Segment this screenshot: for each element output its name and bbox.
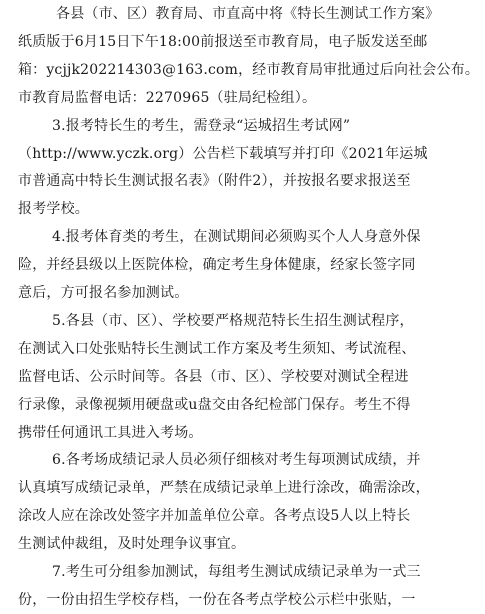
text-line: 5.各县（市、区）、学校要严格规范特长生招生测试程序， (52, 313, 414, 329)
text-line: 纸质版于6月15日下午18:00前报送至市教育局，电子版发送至邮 (18, 34, 428, 50)
text-line: 行录像，录像视频用硬盘或u盘交由各纪检部门保存。考生不得 (18, 397, 411, 413)
text-line: 生测试仲裁组，及时处理争议事宜。 (18, 536, 246, 552)
text-line: 各县（市、区）教育局、市直高中将《特长生测试工作方案》 (56, 6, 440, 22)
text-line: （http://www.yczk.org）公告栏下载填写并打印《2021年运城 (18, 146, 428, 162)
text-line: 3.报考特长生的考生，需登录“运城招生考试网” (52, 118, 351, 134)
text-line: 涂改人应在涂改处签字并加盖单位公章。各考点设5人以上特长 (18, 508, 411, 524)
text-line: 6.各考场成绩记录人员必须仔细核对考生每项测试成绩，并 (52, 452, 421, 468)
text-line: 箱：ycjjk202214303@163.com，经市教育局审批通过后向社会公布。 (18, 62, 479, 78)
text-line: 在测试入口处张贴特长生测试工作方案及考生须知、考试流程、 (18, 341, 416, 357)
text-line: 认真填写成绩记录单，严禁在成绩记录单上进行涂改，确需涂改， (18, 480, 430, 496)
text-line: 市教育局监督电话：2270965（驻局纪检组）。 (18, 90, 317, 106)
text-line: 7.考生可分组参加测试，每组考生测试成绩记录单为一式三 (52, 564, 421, 580)
text-line: 监督电话、公示时间等。各县（市、区）、学校要对测试全程进 (18, 369, 409, 385)
text-line: 市普通高中特长生测试报名表》（附件2），并按报名要求报送至 (18, 173, 411, 189)
text-line: 险，并经县级以上医院体检，确定考生身体健康，经家长签字同 (18, 257, 416, 273)
text-line: 4.报考体育类的考生，在测试期间必须购买个人人身意外保 (52, 229, 421, 245)
text-line: 报考学校。 (18, 201, 89, 217)
text-line: 份，一份由招生学校存档，一份在各考点学校公示栏中张贴，一 (18, 592, 416, 608)
text-line: 意后，方可报名参加测试。 (18, 285, 189, 301)
text-line: 携带任何通讯工具进入考场。 (18, 425, 203, 441)
